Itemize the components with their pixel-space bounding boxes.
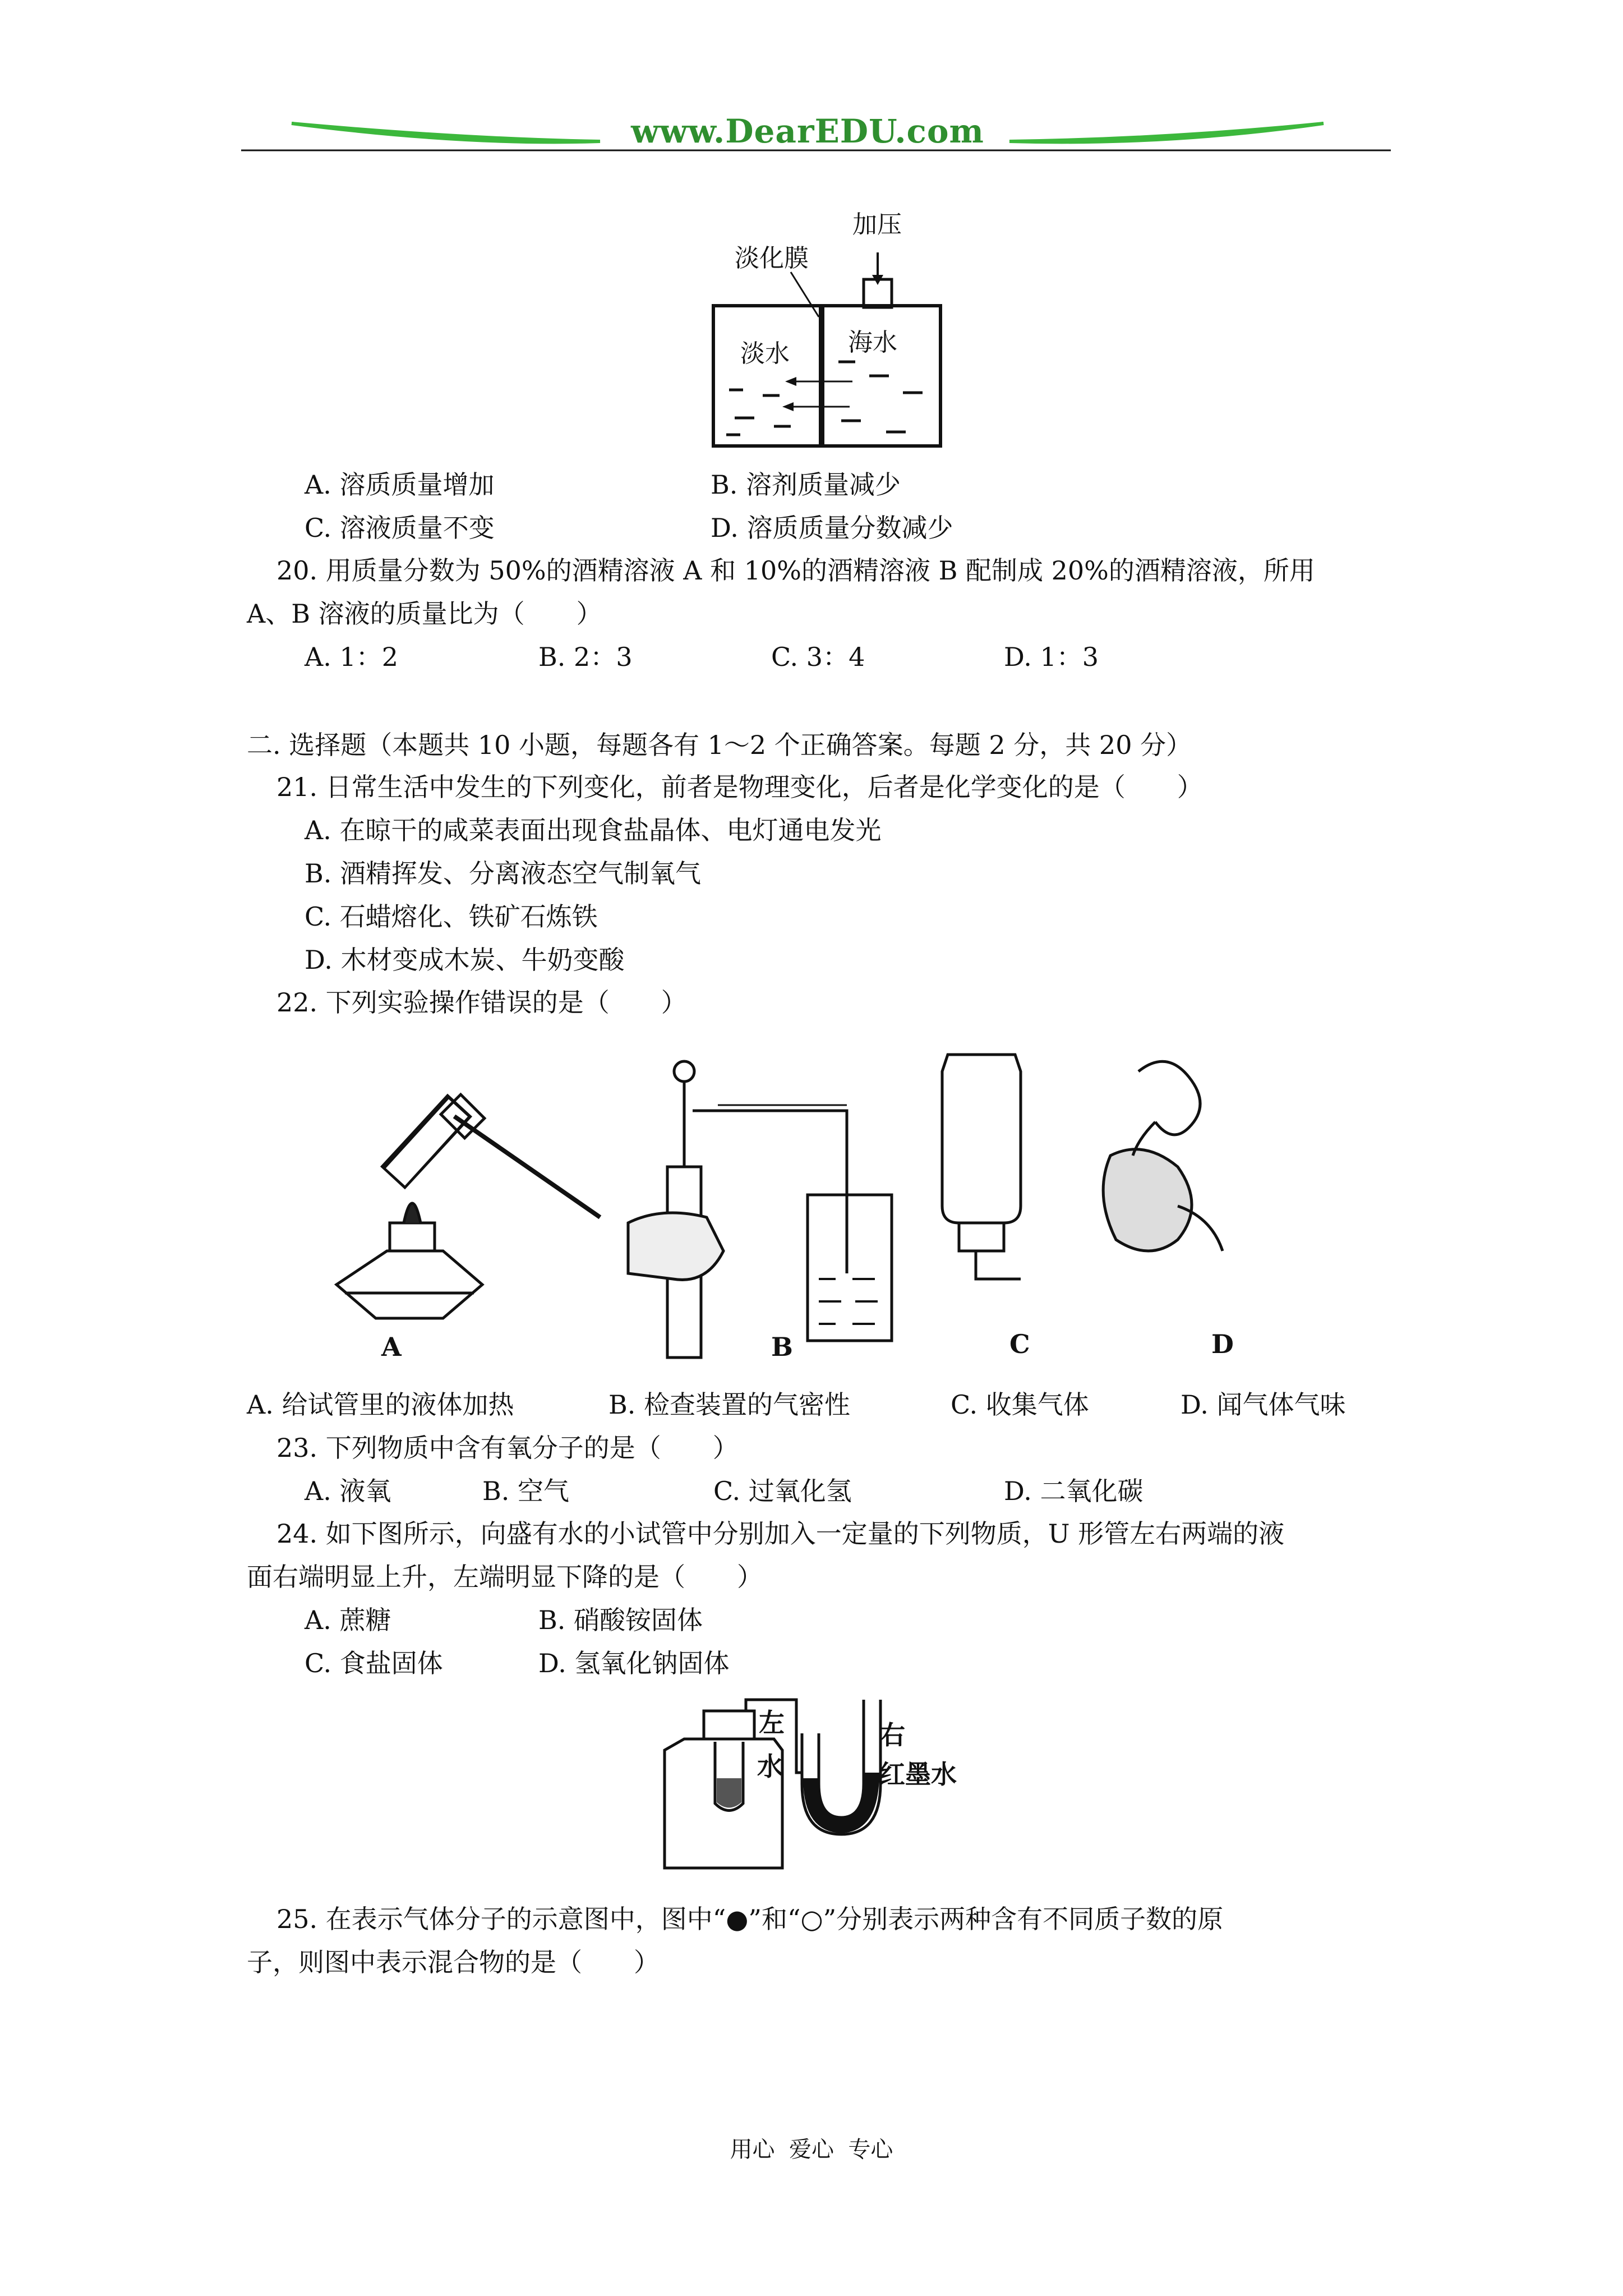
q23-option-b: B. 空气 (482, 1476, 570, 1506)
site-logo-text: www.DearEDU.com (631, 112, 984, 150)
q20-option-c: C. 3：4 (771, 642, 865, 672)
q21-option-c: C. 石蜡熔化、铁矿石炼铁 (305, 901, 598, 932)
desalination-figure (701, 196, 959, 454)
q22-fig-label-b: B (771, 1332, 793, 1362)
q22-fig-label-c: C (1009, 1329, 1030, 1359)
q23-stem: 23. 下列物质中含有氧分子的是（ ） (276, 1433, 739, 1463)
q24-option-c: C. 食盐固体 (305, 1648, 443, 1678)
q24-stem-line1: 24. 如下图所示，向盛有水的小试管中分别加入一定量的下列物质，U 形管左右两端的液 (276, 1519, 1285, 1549)
q25-stem-line2: 子，则图中表示混合物的是（ ） (247, 1947, 660, 1977)
q19-option-c: C. 溶液质量不变 (305, 513, 495, 543)
q22-fig-label-a: A (381, 1332, 402, 1362)
q22-fig-label-d: D (1211, 1329, 1234, 1359)
q23-option-c: C. 过氧化氢 (713, 1476, 852, 1506)
q19-option-b: B. 溶剂质量减少 (711, 470, 901, 500)
q22-stem: 22. 下列实验操作错误的是（ ） (276, 987, 687, 1018)
membrane-label: 淡化膜 (735, 244, 809, 273)
q22-option-a: A. 给试管里的液体加热 (247, 1389, 514, 1420)
q21-option-d: D. 木材变成木炭、牛奶变酸 (305, 945, 625, 975)
u-tube-figure (656, 1688, 993, 1879)
lab-operations-figure (314, 1038, 1324, 1374)
pressure-label: 加压 (852, 210, 902, 239)
u-tube-ink-label: 红墨水 (879, 1759, 957, 1789)
q21-stem: 21. 日常生活中发生的下列变化，前者是物理变化，后者是化学变化的是（ ） (276, 772, 1203, 802)
fresh-water-label: 淡水 (740, 339, 790, 368)
q20-stem-line2: A、B 溶液的质量比为（ ） (247, 599, 602, 629)
q20-option-b: B. 2：3 (538, 642, 633, 672)
airtightness-drawing (628, 1061, 892, 1358)
q23-option-d: D. 二氧化碳 (1004, 1476, 1144, 1506)
q24-stem-line2: 面右端明显上升，左端明显下降的是（ ） (247, 1562, 763, 1592)
u-tube-left-label: 左 (759, 1708, 785, 1738)
seawater-label: 海水 (848, 328, 897, 357)
q21-option-a: A. 在晾干的咸菜表面出现食盐晶体、电灯通电发光 (305, 815, 882, 845)
q21-option-b: B. 酒精挥发、分离液态空气制氧气 (305, 858, 702, 889)
q23-option-a: A. 液氧 (305, 1476, 391, 1506)
q22-option-c: C. 收集气体 (951, 1389, 1089, 1420)
q24-option-d: D. 氢氧化钠固体 (538, 1648, 730, 1678)
q25-stem-line1: 25. 在表示气体分子的示意图中，图中“●”和“○”分别表示两种含有不同质子数的原 (276, 1904, 1224, 1934)
u-tube-water-label: 水 (757, 1751, 783, 1782)
q19-option-d: D. 溶质质量分数减少 (711, 513, 953, 543)
smell-gas-drawing (1103, 1061, 1223, 1251)
q20-option-a: A. 1：2 (305, 642, 398, 672)
q20-stem-line1: 20. 用质量分数为 50%的酒精溶液 A 和 10%的酒精溶液 B 配制成 20%的酒精溶液，所用 (276, 555, 1315, 586)
section2-title: 二. 选择题（本题共 10 小题，每题各有 1～2 个正确答案。每题 2 分，共 20 分） (247, 730, 1192, 760)
gas-bottle-drawing (942, 1055, 1021, 1279)
q19-option-a: A. 溶质质量增加 (305, 470, 495, 500)
q24-option-a: A. 蔗糖 (305, 1605, 391, 1635)
q20-option-d: D. 1：3 (1004, 642, 1099, 672)
q22-option-d: D. 闻气体气味 (1181, 1389, 1346, 1420)
u-tube-right-label: 右 (879, 1720, 905, 1750)
alcohol-lamp-drawing (336, 1094, 600, 1318)
page-header (241, 107, 1391, 163)
q22-option-b: B. 检查装置的气密性 (608, 1389, 851, 1420)
page-footer: 用心 爱心 专心 (730, 2137, 893, 2162)
q24-option-b: B. 硝酸铵固体 (538, 1605, 703, 1635)
